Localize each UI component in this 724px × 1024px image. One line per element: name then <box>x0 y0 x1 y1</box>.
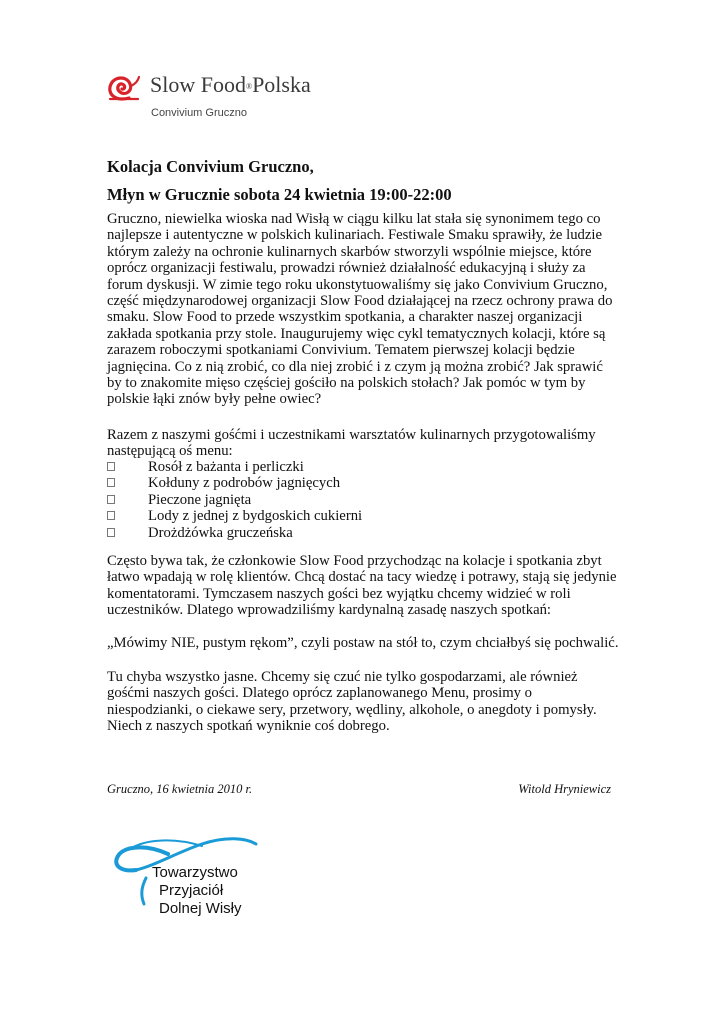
place-date: Gruczno, 16 kwietnia 2010 r. <box>107 782 253 796</box>
bullet-icon <box>107 528 115 537</box>
intro-paragraph: Gruczno, niewielka wioska nad Wisłą w ciągu kilku lat stała się synonimem tego co najlepsze i autentyczne w polskich kulinariach. Festiwale Smaku sprawiły, że ludzie którym zależy na ochronie kulinarnych skarbów stworzyli wspólnie miejsce, które oprócz organizacji festiwalu, prowadzi również działalność edukacyjną i służy za forum dyskusji. W zimie tego roku ukonstytuowaliśmy się jako Convivium Gruczno, część międzynarodowej organizacji Slow Food działającej na rzecz ochrony prawa do smaku. Slow Food to przede wszystkim spotkania, a charakter naszej organizacji zakłada spotkania przy stole. Inaugurujemy więc cykl tematycznych kolacji, które są zarazem roboczymi spotkaniami Convivium. Tematem pierwszej kolacji będzie jagnięcina. Co z nią zrobić, co dla niej zrobić i z czym ją można zrobić? Jak sprawić by to znakomite mięso częściej gościło na polskich stołach? Jak pomóc w tym by polskie łąki znów były pełne owiec? <box>107 211 613 408</box>
menu-item-label: Kołduny z podrobów jagnięcych <box>148 475 341 492</box>
bullet-icon <box>107 495 115 504</box>
slow-food-logo <box>105 70 365 126</box>
guests-paragraph: Często bywa tak, że członkowie Slow Food przychodząc na kolacje i spotkania zbyt łatwo wpadają w rolę klientów. Chcą dostać na tacy wiedzę i potrawy, stają się jedynie komentatorami. Tymczasem naszych gości bez wyjątku chcemy widzieć w roli uczestników. Dlatego wprowadziliśmy kardynalną zasadę naszych spotkań: <box>107 553 617 619</box>
author-name: Witold Hryniewicz <box>518 782 611 796</box>
bullet-icon <box>107 511 115 520</box>
menu-intro-paragraph: Razem z naszymi gośćmi i uczestnikami warsztatów kulinarnych przygotowaliśmy następującą oś menu: <box>107 427 596 460</box>
menu-item-label: Drożdżówka gruczeńska <box>148 524 293 541</box>
tpdw-logo <box>106 820 264 930</box>
tpdw-line-2: Przyjaciół <box>159 882 224 899</box>
document-title: Kolacja Convivium Gruczno, <box>107 157 314 176</box>
logo-subtitle: Convivium Gruczno <box>151 107 247 119</box>
closing-paragraph: Tu chyba wszystko jasne. Chcemy się czuć nie tylko gospodarzami, ale również gośćmi naszych gości. Dlatego oprócz zaplanowanego Menu, prosimy o niespodzianki, o ciekawe sery, przetwory, wędliny, alkohole, o anegdoty i pomysły. Niech z naszych spotkań wyniknie coś dobrego. <box>107 669 597 735</box>
menu-item-label: Lody z jednej z bydgoskich cukierni <box>148 508 363 525</box>
bullet-icon <box>107 478 115 487</box>
tpdw-line-1: Towarzystwo <box>152 864 238 881</box>
menu-item-label: Pieczone jagnięta <box>148 491 252 508</box>
snail-logo-icon <box>105 72 141 104</box>
event-details-heading: Młyn w Grucznie sobota 24 kwietnia 19:00-22:00 <box>107 185 452 204</box>
rule-quote-paragraph: „Mówimy NIE, pustym rękom”, czyli postaw na stół to, czym chciałbyś się pochwalić. <box>107 635 619 651</box>
menu-item-label: Rosół z bażanta i perliczki <box>148 459 304 475</box>
tpdw-line-3: Dolnej Wisły <box>159 900 242 917</box>
bullet-icon <box>107 462 115 471</box>
logo-wordmark: Slow Food®Polska <box>150 72 311 97</box>
